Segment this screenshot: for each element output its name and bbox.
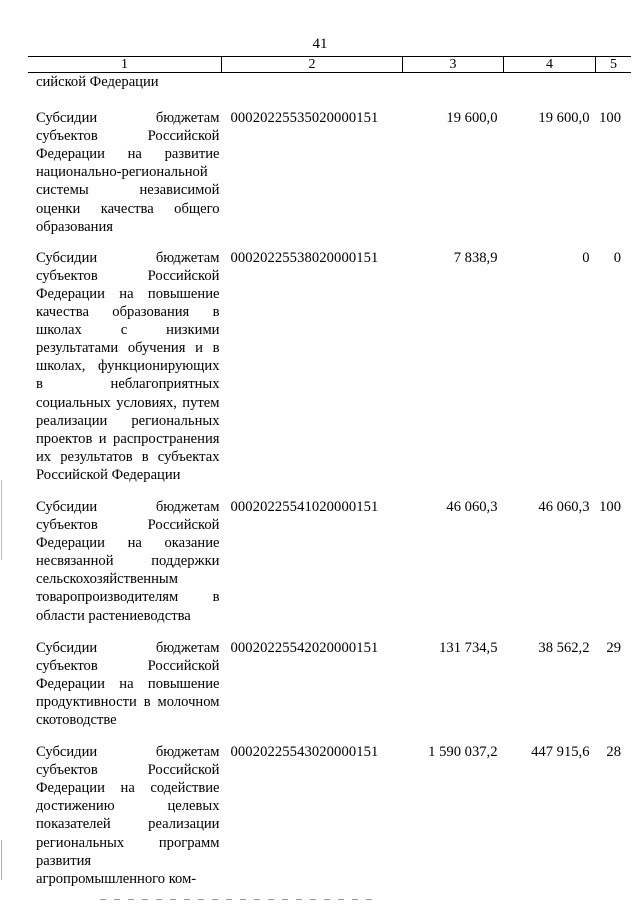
subsidy-name: Субсидии бюджетам субъектов Российской Федерации на развитие национально-региональной системы независимой оценки качества общего образования (36, 110, 220, 235)
table-row (28, 484, 631, 625)
scan-bottom-mark (100, 899, 380, 900)
planned-amount: 7 838,9 (453, 249, 498, 266)
actual-amount: 0 (582, 249, 590, 266)
budget-code: 00020225538020000151 (230, 249, 379, 266)
subsidy-name: Субсидии бюджетам субъектов Российской Федерации на повышение продуктивности в молочном скотоводстве (36, 639, 220, 728)
budget-code: 00020225541020000151 (230, 498, 379, 515)
column-header-2: 2 (222, 57, 403, 73)
subsidy-name: Субсидии бюджетам субъектов Российской Федерации на содействие достижению целевых показателей реализации региональных программ развития агропромышленного ком- (36, 744, 220, 887)
planned-amount: 46 060,3 (446, 498, 498, 515)
planned-amount: 131 734,5 (439, 639, 498, 656)
continuation-text: сийской Федерации (36, 74, 159, 90)
planned-amount: 19 600,0 (446, 110, 498, 127)
actual-amount: 38 562,2 (538, 639, 590, 656)
actual-amount: 447 915,6 (531, 744, 590, 761)
table-row (28, 729, 631, 888)
column-header-3: 3 (403, 57, 504, 73)
budget-code: 00020225542020000151 (230, 639, 379, 656)
actual-amount: 46 060,3 (538, 498, 590, 515)
execution-percent: 0 (613, 249, 621, 266)
planned-amount: 1 590 037,2 (428, 744, 498, 761)
table-row (28, 625, 631, 729)
execution-percent: 100 (599, 498, 621, 515)
column-header-1: 1 (28, 57, 222, 73)
table-row (28, 236, 631, 484)
actual-amount: 19 600,0 (538, 110, 590, 127)
table-row (28, 95, 631, 236)
execution-percent: 29 (606, 639, 621, 656)
execution-percent: 100 (599, 110, 621, 127)
scan-edge-mark (1, 0, 2, 905)
subsidy-name: Субсидии бюджетам субъектов Российской Федерации на повышение качества образования в школах с низкими результатами обучения и в школах, функционирующих в неблагоприятных социальных условиях, путем реализации региональных проектов и распространения их результатов в субъектах Российской Федерации (36, 249, 220, 483)
budget-code: 00020225535020000151 (230, 110, 379, 127)
execution-percent: 28 (606, 744, 621, 761)
subsidy-table (28, 56, 631, 888)
subsidy-name: Субсидии бюджетам субъектов Российской Федерации на оказание несвязанной поддержки сельскохозяйственным товаропроизводителям в области растениеводства (36, 498, 220, 624)
budget-code: 00020225543020000151 (230, 744, 379, 761)
page-number: 41 (312, 36, 328, 52)
column-header-4: 4 (504, 57, 596, 73)
column-number-header (28, 57, 631, 73)
column-header-5: 5 (596, 57, 632, 73)
continuation-row (28, 73, 631, 96)
